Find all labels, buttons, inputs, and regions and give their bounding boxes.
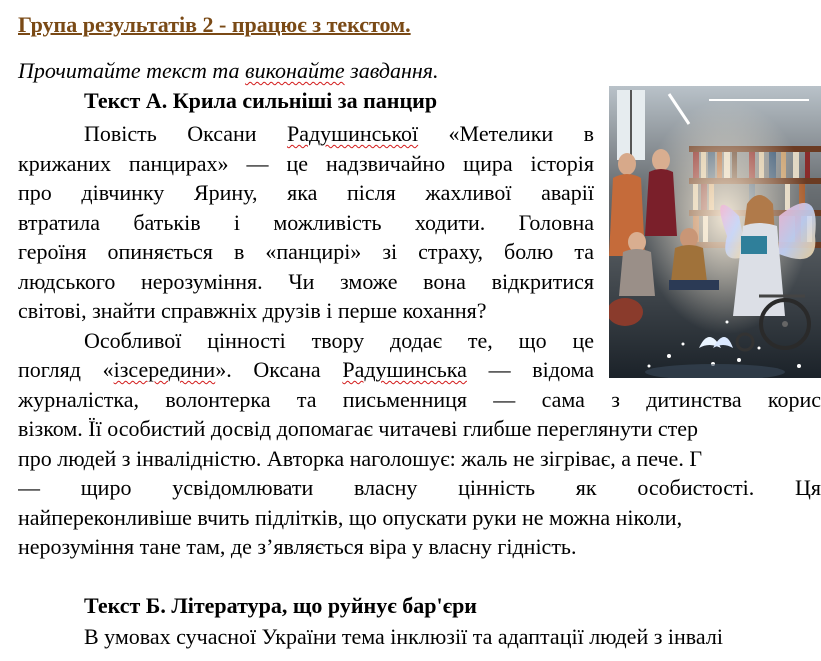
text-a-line: втратила батьків і можливість ходити. Головна bbox=[18, 210, 594, 235]
author-name: Радушинської bbox=[286, 121, 419, 146]
text-b-title: Текст Б. Література, що руйнує бар'єри bbox=[84, 593, 477, 618]
text-a-line: погляд «ізсередини». Оксана Радушинська — відома bbox=[18, 357, 594, 382]
illustration-image bbox=[609, 86, 821, 378]
section-heading: Група результатів 2 - працює з текстом. bbox=[18, 12, 411, 37]
text-a-title: Текст А. Крила сильніші за панцир bbox=[84, 88, 438, 113]
text-a-line: крижаних панцирах» — це надзвичайно щира історія bbox=[18, 151, 594, 176]
instruction bbox=[18, 58, 439, 84]
instruction-part: завдання. bbox=[344, 58, 439, 83]
instruction-underlined-word: виконайте bbox=[245, 58, 345, 83]
text-a-line: візком. Її особистий досвід допомагає читачеві глибше переглянути стер bbox=[18, 416, 699, 441]
text-a-line: Повість Оксани Радушинської «Метелики в bbox=[84, 121, 594, 146]
text-b-line: В умовах сучасної України тема інклюзії та адаптації людей з інвалі bbox=[84, 624, 723, 649]
text-a-line: героїня опиняється в «панцирі» зі страху, болю та bbox=[18, 239, 594, 264]
underlined-word: ізсередини bbox=[113, 357, 216, 382]
text-a-line: найпереконливіше вчить підлітків, що опускати руки не можна ніколи, bbox=[18, 505, 683, 530]
cut-off-line bbox=[18, 654, 821, 661]
instruction-part: Прочитайте текст та bbox=[18, 58, 246, 83]
text-a-line: журналістка, волонтерка та письменниця — сама з дитинства корис bbox=[18, 387, 821, 412]
text-a-line: Особливої цінності твору додає те, що це bbox=[84, 328, 594, 353]
author-name: Радушинська bbox=[342, 357, 467, 382]
library-girl-with-wings-icon bbox=[609, 86, 821, 378]
text-a-line: світові, знайти справжніх друзів і перше кохання? bbox=[18, 298, 487, 323]
text-a-line: нерозуміння тане там, де з’являється віра у власну гідність. bbox=[18, 534, 577, 559]
text-a-line: про дівчинку Ярину, яка після жахливої аварії bbox=[18, 180, 594, 205]
text-a-line: про людей з інвалідністю. Авторка наголошує: жаль не зігріває, а пече. Г bbox=[18, 446, 703, 471]
text-a-line: — щиро усвідомлювати власну цінність як особистості. Ця bbox=[18, 475, 821, 500]
text-a-line: людського нерозуміння. Чи зможе вона відкритися bbox=[18, 269, 594, 294]
